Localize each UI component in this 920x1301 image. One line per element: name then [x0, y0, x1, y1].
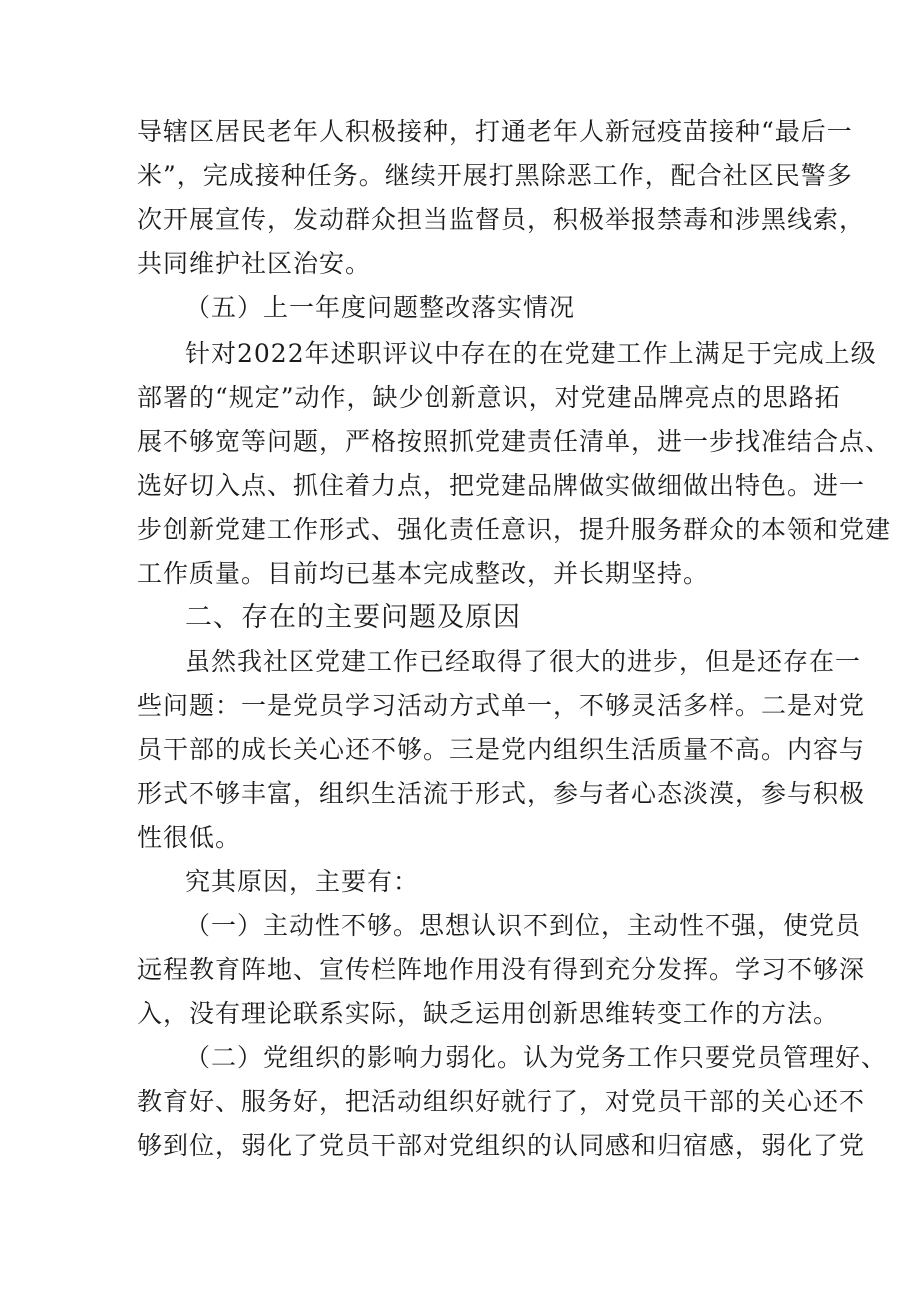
- paragraph-5-line-1: （一）主动性不够。思想认识不到位，主动性不强，使党员: [185, 911, 862, 940]
- paragraph-3-line-1: 虽然我社区党建工作已经取得了很大的进步，但是还存在一: [185, 647, 862, 676]
- paragraph-1-line-2: 米”，完成接种任务。继续开展打黑除恶工作，配合社区民警多: [137, 161, 853, 190]
- subheading-five: （五）上一年度问题整改落实情况: [185, 293, 576, 322]
- paragraph-3-line-5: 性很低。: [137, 823, 242, 852]
- paragraph-4: 究其原因，主要有：: [185, 867, 420, 896]
- paragraph-2-line-6: 工作质量。目前均已基本完成整改，并长期坚持。: [137, 559, 710, 588]
- paragraph-6-line-2: 教育好、服务好，把活动组织好就行了，对党员干部的关心还不: [137, 1087, 866, 1116]
- section-2-heading: 二、存在的主要问题及原因: [185, 602, 521, 633]
- paragraph-2-line-1: 针对2022年述职评议中存在的在党建工作上满足于完成上级: [185, 339, 877, 368]
- paragraph-5-line-3: 入，没有理论联系实际，缺乏运用创新思维转变工作的方法。: [137, 999, 840, 1028]
- paragraph-3-line-3: 员干部的成长关心还不够。三是党内组织生活质量不高。内容与: [137, 735, 866, 764]
- paragraph-3-line-4: 形式不够丰富，组织生活流于形式，参与者心态淡漠，参与积极: [137, 779, 866, 808]
- paragraph-2-line-3: 展不够宽等问题，严格按照抓党建责任清单，进一步找准结合点、: [137, 427, 892, 456]
- paragraph-1-line-4: 共同维护社区治安。: [137, 249, 372, 278]
- paragraph-6-line-3: 够到位，弱化了党员干部对党组织的认同感和归宿感，弱化了党: [137, 1131, 866, 1160]
- paragraph-6-line-1: （二）党组织的影响力弱化。认为党务工作只要党员管理好、: [185, 1043, 888, 1072]
- paragraph-3-line-2: 些问题：一是党员学习活动方式单一，不够灵活多样。二是对党: [137, 691, 866, 720]
- paragraph-5-line-2: 远程教育阵地、宣传栏阵地作用没有得到充分发挥。学习不够深: [137, 955, 866, 984]
- paragraph-2-line-5: 步创新党建工作形式、强化责任意识，提升服务群众的本领和党建: [137, 515, 892, 544]
- paragraph-1-line-3: 次开展宣传，发动群众担当监督员，积极举报禁毒和涉黑线索，: [137, 205, 866, 234]
- paragraph-2-line-2: 部署的“规定”动作，缺少创新意识，对党建品牌亮点的思路拓: [137, 383, 841, 412]
- paragraph-2-line-4: 选好切入点、抓住着力点，把党建品牌做实做细做出特色。进一: [137, 471, 866, 500]
- paragraph-1-line-1: 导辖区居民老年人积极接种，打通老年人新冠疫苗接种“最后一: [137, 117, 853, 146]
